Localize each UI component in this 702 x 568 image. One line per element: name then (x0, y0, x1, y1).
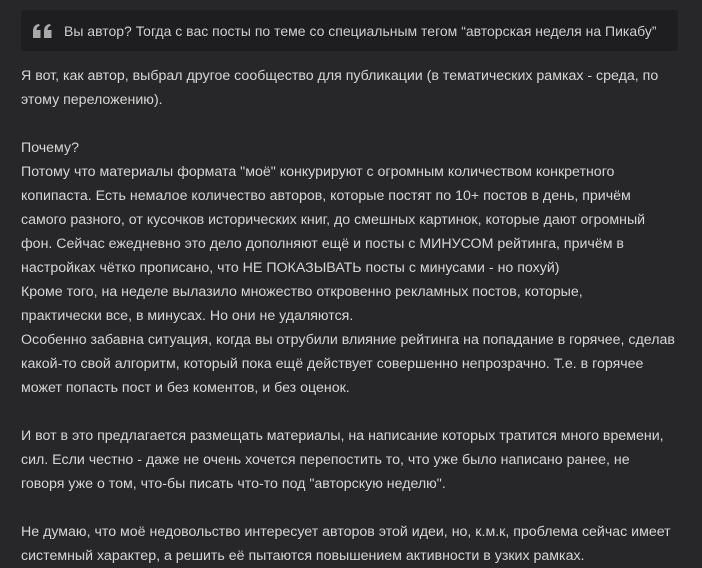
paragraph-2: Почему? Потому что материалы формата "моё" конкурируют с огромным количеством конкретного копипаста. Есть немалое количество авторов, которые постят по 10+ постов в день, причём самого разного, от кусочков исторических книг, до смешных картинок, которые дают огромный фон. Сейчас ежедневно это дело дополняют ещё и посты с МИНУСОМ рейтинга, причём в настройках чётко прописано, что НЕ ПОКАЗЫВАТЬ посты с минусами - но похуй) Кроме того, на неделе вылазило множество откровенно рекламных постов, которые, практически все, в минусах. Но они не удаляются. Особенно забавна ситуация, когда вы отрубили влияние рейтинга на попадание в горячее, сделав какой-то свой алгоритм, который пока ещё действует совершенно непрозрачно. Т.е. в горячее может попасть пост и без коментов, и без оценок. (21, 140, 675, 396)
paragraph-4: Не думаю, что моё недовольство интересует авторов этой идеи, но, к.м.к, проблема сейчас имеет системный характер, а решить её пытаются повышением активности в узких рамках. (21, 524, 671, 564)
paragraph-3: И вот в это предлагается размещать материалы, на написание которых тратится много времени, сил. Если честно - даже не очень хочется перепостить то, что уже было написано ранее, не говоря уже о том, что-бы писать что-то под "авторскую неделю". (21, 428, 664, 492)
quote-block (21, 10, 678, 51)
post-body (21, 64, 678, 568)
quote-icon (33, 24, 53, 38)
paragraph-1: Я вот, как автор, выбрал другое сообщество для публикации (в тематических рамках - среда, по этому переложению). (21, 68, 659, 108)
quote-text: Вы автор? Тогда с вас посты по теме со специальным тегом “авторская неделя на Пикабу” (64, 22, 657, 39)
